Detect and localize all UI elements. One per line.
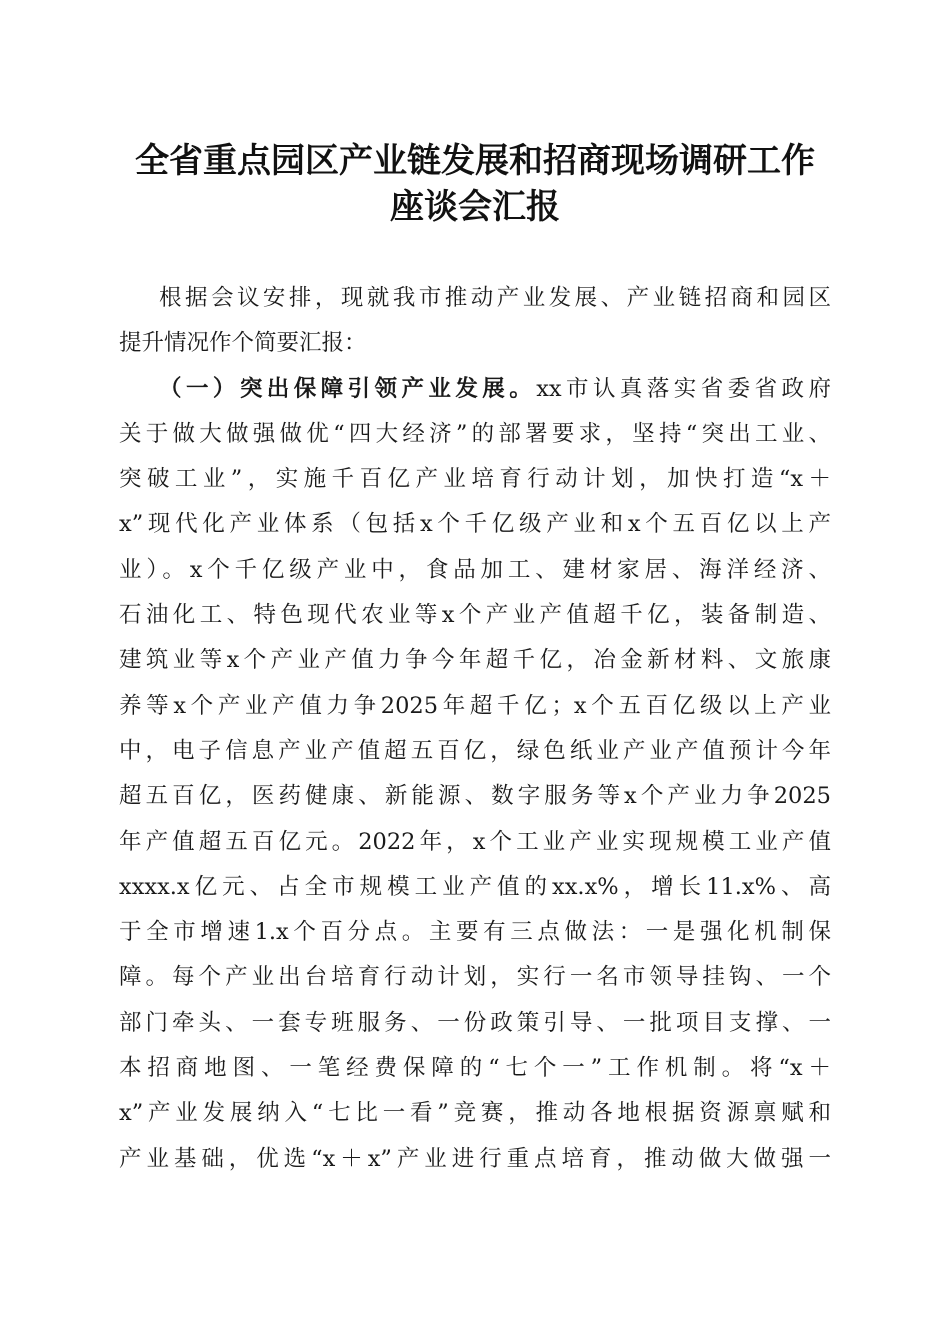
intro-paragraph-line: 根据会议安排，现就我市推动产业发展、产业链招商和园区	[159, 285, 831, 311]
section1-paragraph-line: 产业基础，优选“x＋x”产业进行重点培育，推动做大做强一	[119, 1145, 831, 1172]
section1-paragraph-line: xxxx.x亿元、占全市规模工业产值的xx.x%，增长11.x%、高	[119, 873, 831, 900]
document-body	[119, 276, 831, 1182]
section1-first-line	[119, 367, 831, 412]
section1-first-line-text: xx市认真落实省委省政府	[536, 375, 831, 402]
section1-heading: （一）突出保障引领产业发展。	[159, 375, 537, 402]
document-title-line-2: 座谈会汇报	[390, 187, 560, 227]
section1-paragraph-line: x”现代化产业体系（包括x个千亿级产业和x个五百亿以上产	[119, 511, 831, 538]
section1-paragraph-line: x”产业发展纳入“七比一看”竞赛，推动各地根据资源禀赋和	[119, 1100, 831, 1127]
document-title-line-1: 全省重点园区产业链发展和招商现场调研工作	[135, 141, 815, 181]
section1-paragraph-line: 年产值超五百亿元。2022年，x个工业产业实现规模工业产值	[119, 828, 831, 855]
section1-paragraph-line: 石油化工、特色现代农业等x个产业产值超千亿，装备制造、	[119, 602, 831, 629]
section1-paragraph-line: 本招商地图、一笔经费保障的“七个一”工作机制。将“x＋	[119, 1055, 831, 1082]
section1-paragraph-line: 建筑业等x个产业产值力争今年超千亿，冶金新材料、文旅康	[119, 647, 831, 674]
section1-paragraph-line: 障。每个产业出台培育行动计划，实行一名市领导挂钩、一个	[119, 964, 831, 991]
section1-paragraph-line: 突破工业”，实施千百亿产业培育行动计划，加快打造“x＋	[119, 466, 831, 493]
intro-paragraph-line: 提升情况作个简要汇报：	[119, 330, 367, 357]
section1-paragraph-line: 于全市增速1.x个百分点。主要有三点做法：一是强化机制保	[119, 919, 831, 946]
section1-paragraph-line: 中，电子信息产业产值超五百亿，绿色纸业产业产值预计今年	[119, 737, 831, 764]
section1-paragraph-line: 超五百亿，医药健康、新能源、数字服务等x个产业力争2025	[119, 783, 831, 810]
section1-paragraph-line: 养等x个产业产值力争2025年超千亿；x个五百亿级以上产业	[119, 692, 831, 719]
section1-paragraph-line: 关于做大做强做优“四大经济”的部署要求，坚持“突出工业、	[119, 420, 831, 447]
section1-paragraph-line: 部门牵头、一套专班服务、一份政策引导、一批项目支撑、一	[119, 1009, 831, 1036]
section1-paragraph-line: 业）。x个千亿级产业中，食品加工、建材家居、海洋经济、	[119, 556, 831, 583]
